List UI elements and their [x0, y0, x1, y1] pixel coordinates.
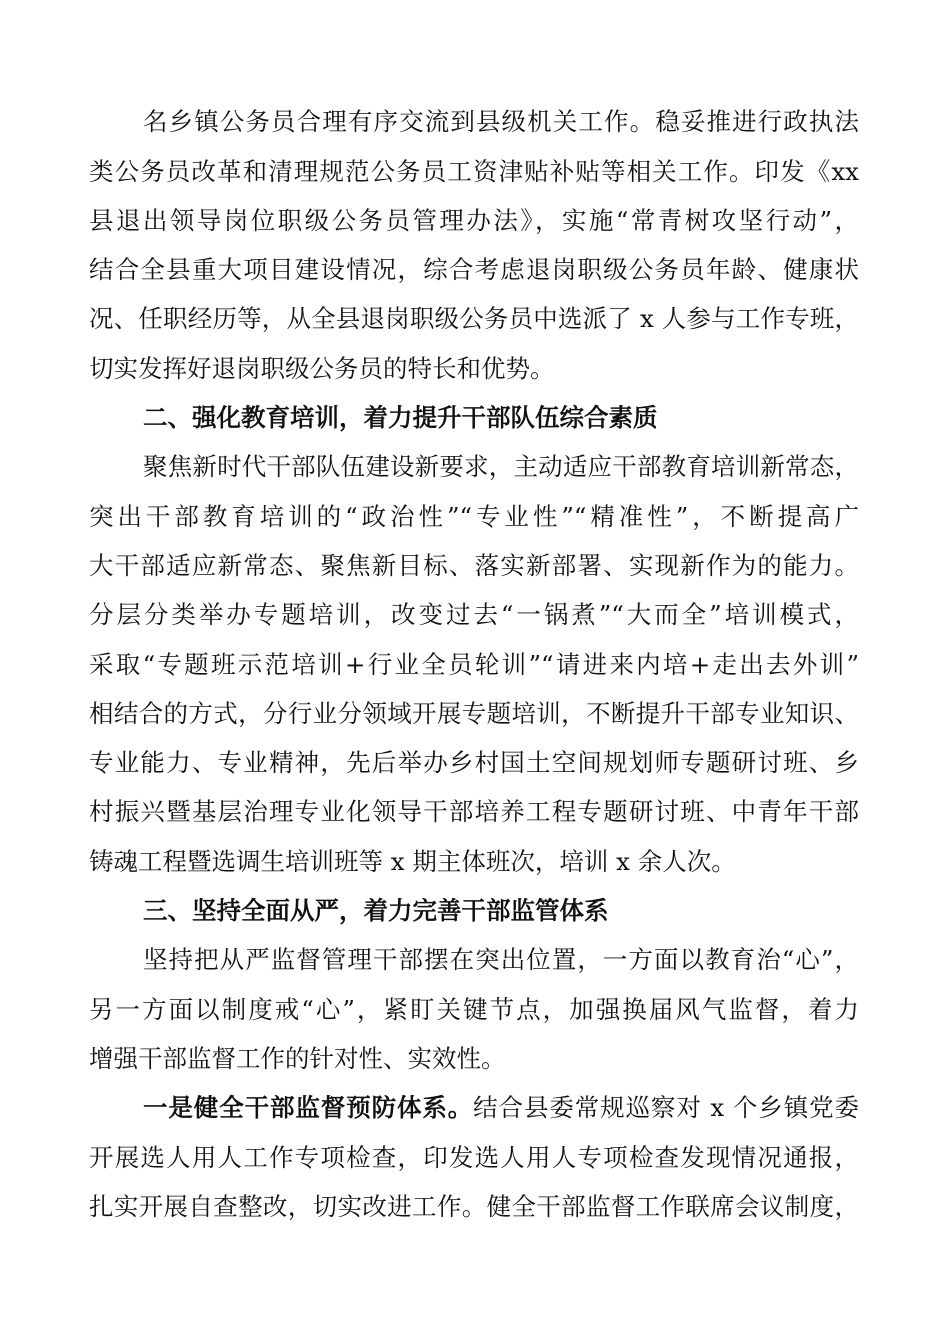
- paragraph-line: 突出干部教育培训的“政治性”“专业性”“精准性”，不断提高广: [89, 502, 859, 531]
- paragraph-lead: 一是健全干部监督预防体系。: [143, 1093, 474, 1122]
- paragraph-line: 村振兴暨基层治理专业化领导干部培养工程专题研讨班、中青年干部: [89, 797, 859, 826]
- paragraph-line: 切实发挥好退岗职级公务员的特长和优势。: [89, 354, 555, 383]
- paragraph-line: 县退出领导岗位职级公务员管理办法》，实施“常青树攻坚行动”，: [89, 206, 859, 235]
- paragraph-line: 扎实开展自查整改，切实改进工作。健全干部监督工作联席会议制度，: [89, 1192, 859, 1221]
- paragraph-line: 坚持把从严监督管理干部摆在突出位置，一方面以教育治“心”，: [143, 945, 859, 974]
- paragraph-text: 结合县委常规巡察对 x 个乡镇党委: [473, 1093, 859, 1122]
- paragraph-line: 开展选人用人工作专项检查，印发选人用人专项检查发现情况通报，: [89, 1143, 859, 1172]
- paragraph-line: 分层分类举办专题培训，改变过去“一锅煮”“大而全”培训模式，: [89, 600, 859, 629]
- paragraph-line: 大干部适应新常态、聚焦新目标、落实新部署、实现新作为的能力。: [89, 551, 859, 580]
- paragraph-line: 采取“专题班示范培训+行业全员轮训”“请进来内培+走出去外训”: [89, 650, 859, 679]
- paragraph-line: 类公务员改革和清理规范公务员工资津贴补贴等相关工作。印发《xx: [89, 157, 859, 186]
- section-heading: 三、坚持全面从严，着力完善干部监管体系: [143, 896, 609, 925]
- paragraph-line: 结合全县重大项目建设情况，综合考虑退岗职级公务员年龄、健康状: [89, 255, 859, 284]
- paragraph-line: 聚焦新时代干部队伍建设新要求，主动适应干部教育培训新常态，: [143, 452, 859, 481]
- section-heading: 二、强化教育培训，着力提升干部队伍综合素质: [143, 403, 658, 432]
- paragraph-line: 专业能力、专业精神，先后举办乡村国土空间规划师专题研讨班、乡: [89, 748, 859, 777]
- paragraph-line: [143, 1093, 859, 1123]
- paragraph-line: 铸魂工程暨选调生培训班等 x 期主体班次，培训 x 余人次。: [89, 847, 736, 876]
- paragraph-line: 名乡镇公务员合理有序交流到县级机关工作。稳妥推进行政执法: [143, 107, 859, 136]
- paragraph-line: 增强干部监督工作的针对性、实效性。: [89, 1044, 506, 1073]
- paragraph-line: 另一方面以制度戒“心”，紧盯关键节点，加强换届风气监督，着力: [89, 995, 859, 1024]
- paragraph-line: 相结合的方式，分行业分领域开展专题培训，不断提升干部专业知识、: [89, 699, 859, 728]
- paragraph-line: 况、任职经历等，从全县退岗职级公务员中选派了 x 人参与工作专班，: [89, 304, 859, 333]
